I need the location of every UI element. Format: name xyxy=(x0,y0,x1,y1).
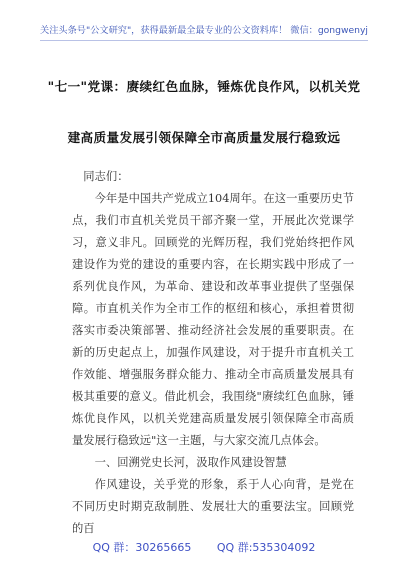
header-divider xyxy=(40,40,368,41)
document-title-line-1: "七一"党课：赓续红色血脉，锤炼优良作风，以机关党 xyxy=(47,79,361,94)
document-body xyxy=(72,166,354,540)
footer-qq-group-2: QQ 群:535304092 xyxy=(216,541,316,554)
paragraph-intro: 今年是中国共产党成立104周年。在这一重要历史节点，我们市直机关党员干部齐聚一堂，开展此次党课学习，意义非凡。回顾党的光辉历程，我们党始终把作风建设作为党的建设的重要内容，在长期实践中形成了一系列优良作风，为革命、建设和改革事业提供了坚强保障。市直机关作为全市工作的枢纽和核心，承担着贯彻落实市委决策部署、推动经济社会发展的重要职责。在新的历史起点上，加强作风建设，对于提升市直机关工作效能、增强服务群众能力、推动全市高质量发展具有极其重要的意义。借此机会，我围绕"赓续红色血脉，锤炼优良作风，以机关党建高质量发展引领保障全市高质量发展行稳致远"这一主题，与大家交流几点体会。 xyxy=(72,192,354,447)
header-note: 关注头条号"公文研究"，获得最新最全最专业的公文资料库！ 微信：gongwenyj xyxy=(40,25,368,36)
paragraph-section-1: 作风建设，关乎党的形象，系于人心向背，是党在不同历史时期克敌制胜、发展壮大的重要法宝。回顾党的百 xyxy=(72,478,354,535)
document-title-line-2: 建高质量发展引领保障全市高质量发展行稳致远 xyxy=(67,130,341,145)
footer-qq-group-1: QQ 群：30265665 xyxy=(92,541,192,554)
section-heading-1: 一、回溯党史长河，汲取作风建设智慧 xyxy=(94,456,287,469)
salutation: 同志们： xyxy=(83,170,129,183)
footer-contact xyxy=(0,539,408,555)
